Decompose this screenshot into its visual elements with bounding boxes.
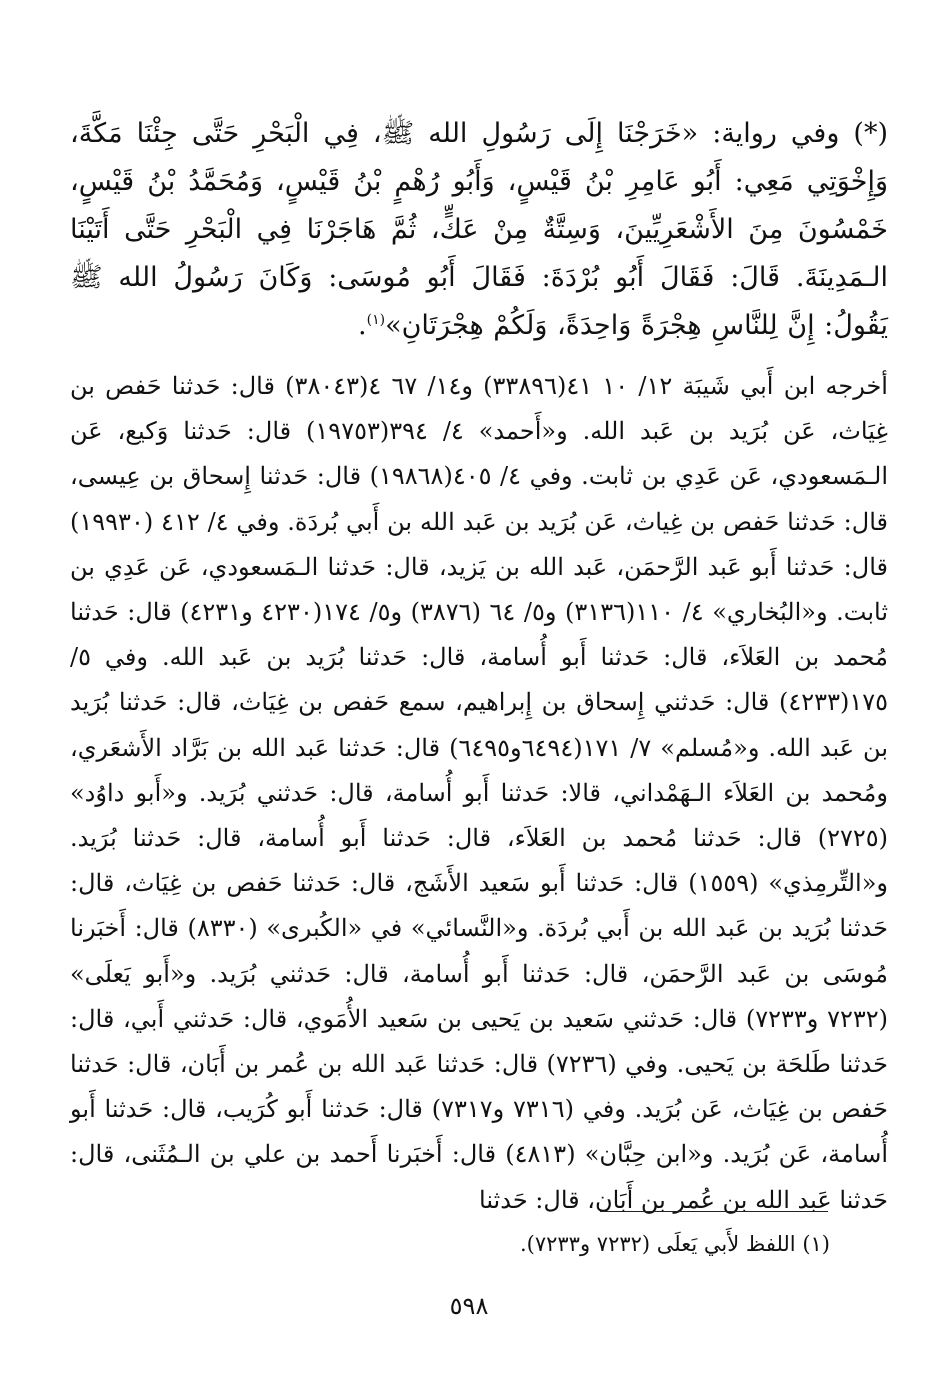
page-body	[70, 110, 888, 1223]
hadith-paragraph	[70, 110, 888, 350]
footnote-separator	[600, 1211, 828, 1212]
hadith-marker: (*)	[853, 118, 888, 149]
page-number: ٥٩٨	[449, 1292, 489, 1320]
footnote-reference[interactable]: (١)	[366, 312, 386, 328]
footnote-text: (١) اللفظ لأَبي يَعلَى (٧٢٣٢ و٧٢٣٣).	[519, 1232, 830, 1256]
hadith-text: وفي رواية: «خَرَجْنَا إِلَى رَسُولِ الله ﷺ، فِي الْبَحْرِ حَتَّى جِئْنَا مَكَّةَ، وَإِخْوَتِي مَعِي: أَبُو عَامِرِ بْنُ قَيْسٍ، وَأَبُو رُهْمٍ بْنُ قَيْسٍ، وَمُحَمَّدُ بْنُ قَيْسٍ، خَمْسُونَ مِنَ الأَشْعَرِيِّينَ، وَسِتَّةٌ مِنْ عَكٍّ، ثُمَّ هَاجَرْنَا فِي الْبَحْرِ حَتَّى أَتَيْنَا الـمَدِينَةَ. قَالَ: فَقَالَ أَبُو بُرْدَةَ: فَقَالَ أَبُو مُوسَى: وَكَانَ رَسُولُ الله ﷺ يَقُولُ: إِنَّ لِلنَّاسِ هِجْرَةً وَاحِدَةً، وَلَكُمْ هِجْرَتَانِ»	[70, 118, 888, 341]
hadith-end: .	[358, 310, 367, 341]
takhrij-paragraph: أخرجه ابن أَبي شَيبَة ١٢/ ١٠ ٤١(٣٣٨٩٦) و١٤/ ٦٧ ٤(٣٨٠٤٣) قال: حَدثنا حَفص بن غِيَاث، عَن بُرَيد بن عَبد الله. و«أَحمد» ٤/ ٣٩٤(١٩٧٥٣) قال: حَدثنا وَكيع، عَن الـمَسعودي، عَن عَدِي بن ثابت. وفي ٤/ ٤٠٥(١٩٨٦٨) قال: حَدثنا إِسحاق بن عِيسى، قال: حَدثنا حَفص بن غِياث، عَن بُرَيد بن عَبد الله بن أَبي بُردَة. وفي ٤/ ٤١٢ (١٩٩٣٠) قال: حَدثنا أَبو عَبد الرَّحمَن، عَبد الله بن يَزيد، قال: حَدثنا الـمَسعودي، عَن عَدِي بن ثابت. و«البُخاري» ٤/ ١١٠(٣١٣٦) و٥/ ٦٤ (٣٨٧٦) و٥/ ١٧٤(٤٢٣٠ و٤٢٣١) قال: حَدثنا مُحمد بن العَلاَء، قال: حَدثنا أَبو أُسامة، قال: حَدثنا بُرَيد بن عَبد الله. وفي ٥/ ١٧٥(٤٢٣٣) قال: حَدثني إِسحاق بن إِبراهيم، سمع حَفص بن غِيَاث، قال: حَدثنا بُرَيد بن عَبد الله. و«مُسلم» ٧/ ١٧١(٦٤٩٤و٦٤٩٥) قال: حَدثنا عَبد الله بن بَرَّاد الأَشعَري، ومُحمد بن العَلاَء الـهَمْداني، قالا: حَدثنا أَبو أُسامة، قال: حَدثني بُرَيد. و«أَبو داوُد» (٢٧٢٥) قال: حَدثنا مُحمد بن العَلاَء، قال: حَدثنا أَبو أُسامة، قال: حَدثنا بُرَيد. و«التِّرمِذي» (١٥٥٩) قال: حَدثنا أَبو سَعيد الأَشَج، قال: حَدثنا حَفص بن غِيَاث، قال: حَدثنا بُرَيد بن عَبد الله بن أَبي بُردَة. و«النَّسائي» في «الكُبرى» (٨٣٣٠) قال: أَخبَرنا مُوسَى بن عَبد الرَّحمَن، قال: حَدثنا أَبو أُسامة، قال: حَدثني بُرَيد. و«أَبو يَعلَى» (٧٢٣٢ و٧٢٣٣) قال: حَدثني سَعيد بن يَحيى بن سَعيد الأُمَوي، قال: حَدثني أَبي، قال: حَدثنا طَلحَة بن يَحيى. وفي (٧٢٣٦) قال: حَدثنا عَبد الله بن عُمر بن أَبَان، قال: حَدثنا حَفص بن غِيَاث، عَن بُرَيد. وفي (٧٣١٦ و٧٣١٧) قال: حَدثنا أَبو كُرَيب، قال: حَدثنا أَبو أُسامة، عَن بُرَيد. و«ابن حِبَّان» (٤٨١٣) قال: أَخبَرنا أَحمد بن علي بن الـمُثَنى، قال: حَدثنا عَبد الله بن عُمر بن أَبَان، قال: حَدثنا	[70, 372, 889, 1214]
